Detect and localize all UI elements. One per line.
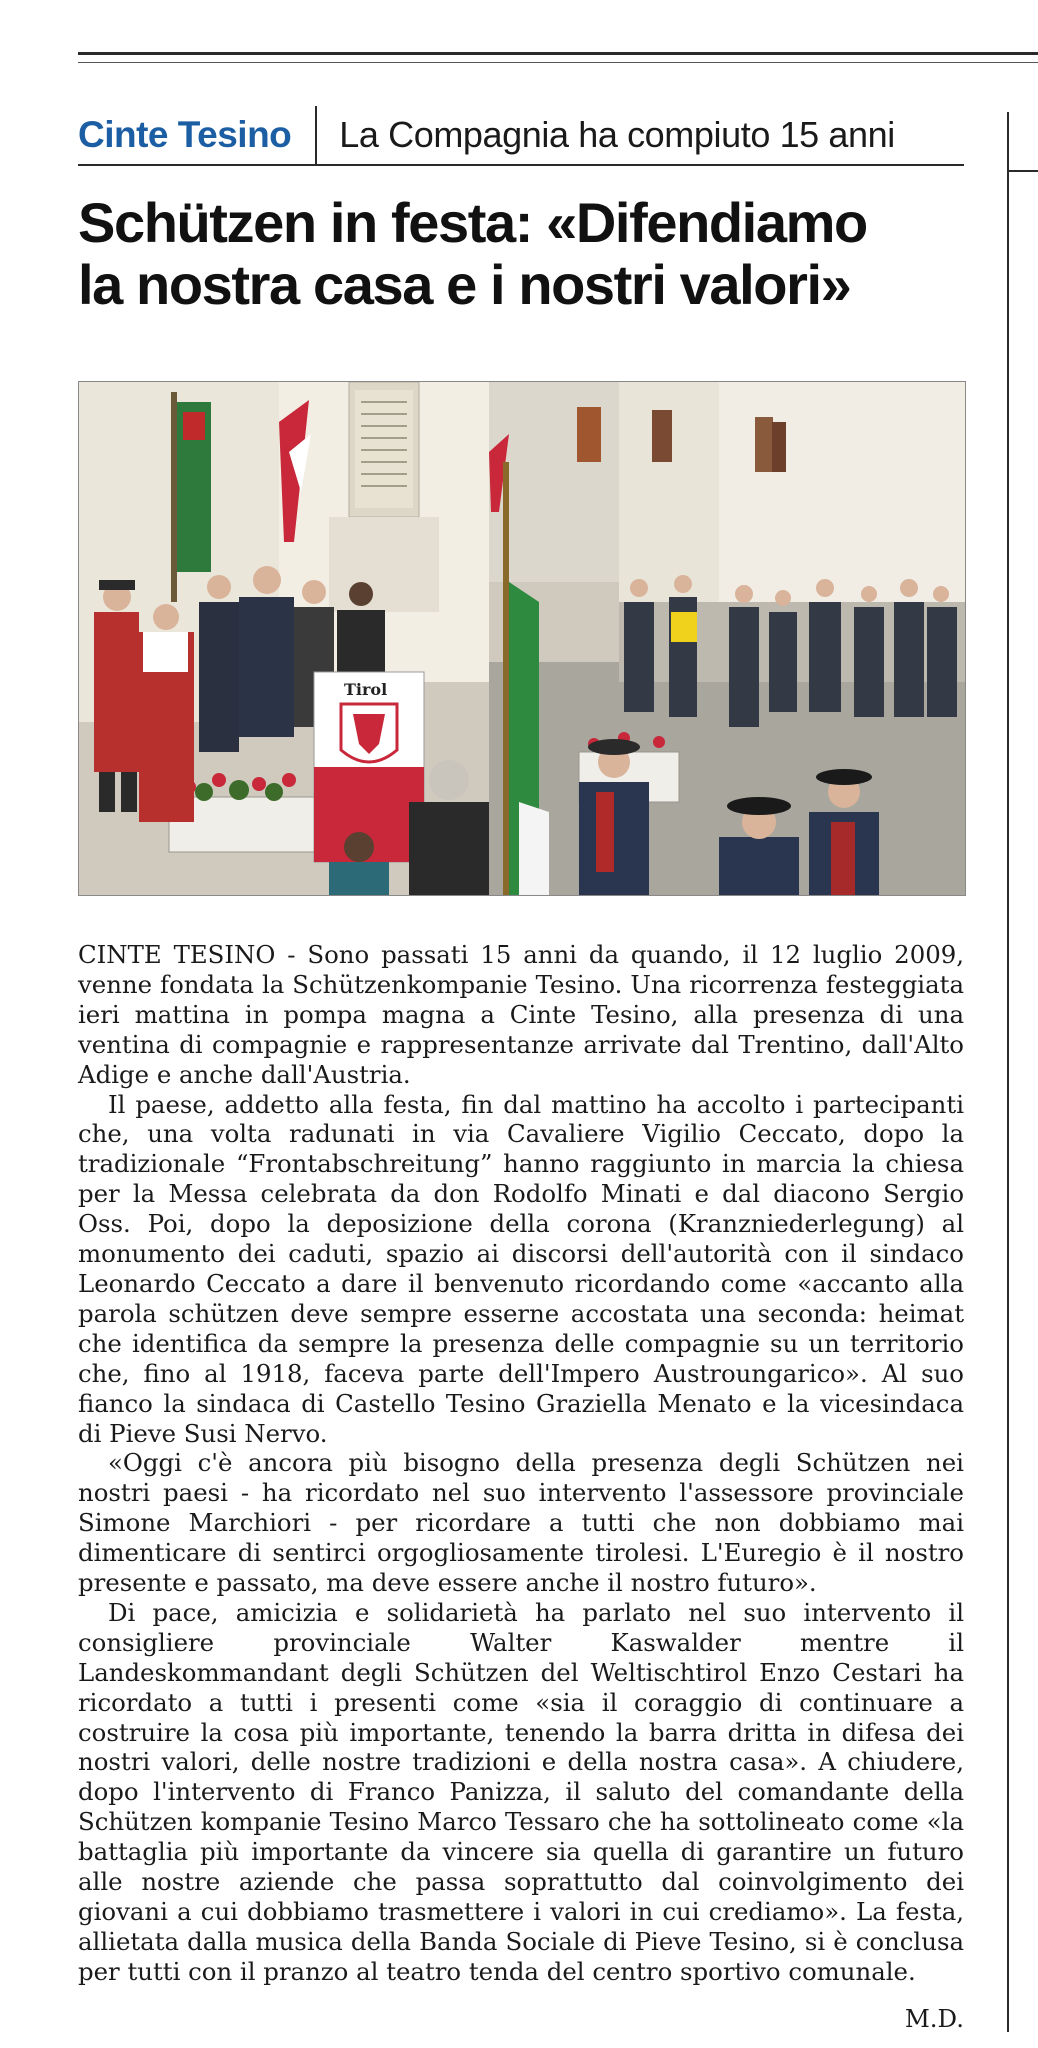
author-signature: M.D. (904, 2004, 964, 2033)
kicker-bar (78, 106, 964, 166)
top-rule-thin (78, 62, 1038, 63)
photo-banner-text: Tirol (344, 680, 388, 699)
column-separator (1007, 112, 1009, 2032)
article-paragraph: Il paese, addetto alla festa, fin dal mattino ha accolto i partecipanti che, una volta radunati in via Cavaliere Vigilio Ceccato, dopo la tradizionale “Frontabschreitung” hanno raggiunto in marcia la chiesa per la Messa celebrata da don Rodolfo Minati e dal diacono Sergio Oss. Poi, dopo la deposizione della corona (Kranzniederlegung) al monumento dei caduti, spazio ai discorsi dell'autorità con il sindaco Leonardo Ceccato a dare il benvenuto ricordando come «accanto alla parola schützen deve sempre esserne accostata una seconda: heimat che identifica da sempre la presenza delle compagnie su un territorio che, fino al 1918, faceva parte dell'Impero Austroungarico». Al suo fianco la sindaca di Castello Tesino Graziella Menato e la vicesindaca di Pieve Susi Nervo. (78, 1089, 964, 1448)
kicker-subtitle: La Compagnia ha compiuto 15 anni (339, 114, 895, 155)
article-body (78, 940, 964, 1987)
photo-illustration (79, 382, 965, 895)
headline-line-2: la nostra casa e i nostri valori» (78, 253, 851, 316)
article-paragraph: Di pace, amicizia e solidarietà ha parlato nel suo intervento il consigliere provinciale Walter Kaswalder mentre il Landeskommandant degli Schützen del Weltischtirol Enzo Cestari ha ricordato a tutti i presenti come «sia il coraggio di continuare a costruire la cosa più importante, tenendo la barra dritta in difesa dei nostri valori, delle nostre tradizioni e della nostra casa». A chiudere, dopo l'intervento di Franco Panizza, il saluto del comandante della Schützen kompanie Tesino Marco Tessaro che ha sottolineato come «la battaglia più importante da vincere sia quella di garantire un futuro alle nostre aziende che passa soprattutto dal coinvolgimento dei giovani a cui dobbiamo trasmettere i valori in cui crediamo». La festa, allietata dalla musica della Banda Sociale di Pieve Tesino, si è conclusa per tutti con il pranzo al teatro tenda del centro sportivo comunale. (78, 1597, 964, 1986)
column-separator-stub (1007, 170, 1038, 172)
headline (78, 192, 964, 316)
top-rule (78, 52, 1038, 55)
article-paragraph: «Oggi c'è ancora più bisogno della presenza degli Schützen nei nostri paesi - ha ricordato nel suo intervento l'assessore provinciale Simone Marchiori - per ricordare a tutti che non dobbiamo mai dimenticare di sentirci orgogliosamente tirolesi. L'Euregio è il nostro presente e passato, ma deve essere anche il nostro futuro». (78, 1448, 964, 1598)
article-photo (78, 381, 966, 896)
kicker-place: Cinte Tesino (78, 114, 292, 155)
headline-line-1: Schützen in festa: «Difendiamo (78, 191, 867, 254)
article-paragraph: CINTE TESINO - Sono passati 15 anni da quando, il 12 luglio 2009, venne fondata la Schützenkompanie Tesino. Una ricorrenza festeggiata ieri mattina in pompa magna a Cinte Tesino, alla presenza di una ventina di compagnie e rappresentanze arrivate dal Trentino, dall'Alto Adige e anche dall'Austria. (78, 940, 964, 1089)
kicker-divider (315, 106, 317, 164)
